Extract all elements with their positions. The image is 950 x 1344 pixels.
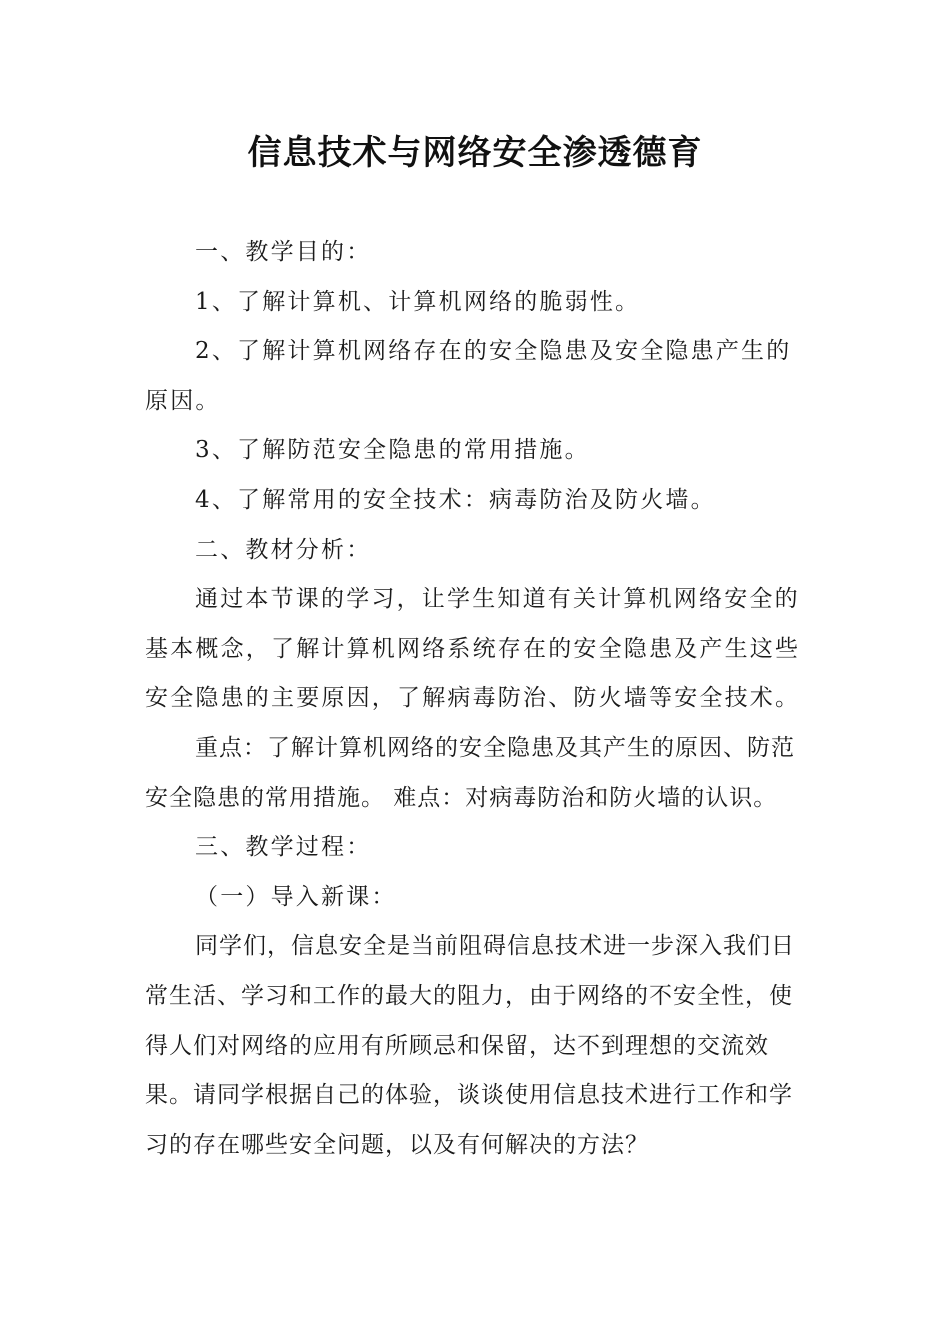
paragraph-goal-2: 2、了解计算机网络存在的安全隐患及安全隐患产生的原因。 <box>145 338 792 414</box>
paragraph-key-points: 重点：了解计算机网络的安全隐患及其产生的原因、防范安全隐患的常用措施。 难点：对病毒防治和防火墙的认识。 <box>145 734 795 811</box>
document-body <box>145 228 815 1170</box>
document-title: 信息技术与网络安全渗透德育 <box>247 133 703 173</box>
paragraph-material-analysis: 通过本节课的学习，让学生知道有关计算机网络安全的基本概念，了解计算机网络系统存在的安全隐患及产生这些安全隐患的主要原因，了解病毒防治、防火墙等安全技术。 <box>145 586 801 712</box>
paragraph-teaching-process-heading: 三、教学过程： <box>195 834 372 861</box>
paragraph-goal-1: 1、了解计算机、计算机网络的脆弱性。 <box>195 288 641 315</box>
paragraph-material-analysis-heading: 二、教材分析： <box>195 536 372 563</box>
paragraph-teaching-goals-heading: 一、教学目的： <box>195 239 372 265</box>
paragraph-goal-4: 4、了解常用的安全技术：病毒防治及防火墙。 <box>195 486 716 513</box>
paragraph-goal-3: 3、了解防范安全隐患的常用措施。 <box>195 437 590 464</box>
paragraph-intro-heading: （一）导入新课： <box>195 883 397 910</box>
paragraph-intro-text: 同学们，信息安全是当前阻碍信息技术进一步深入我们日常生活、学习和工作的最大的阻力，由于网络的不安全性，使得人们对网络的应用有所顾忌和保留，达不到理想的交流效果。请同学根据自己的体验，谈谈使用信息技术进行工作和学习的存在哪些安全问题，以及有何解决的方法？ <box>145 933 795 1158</box>
